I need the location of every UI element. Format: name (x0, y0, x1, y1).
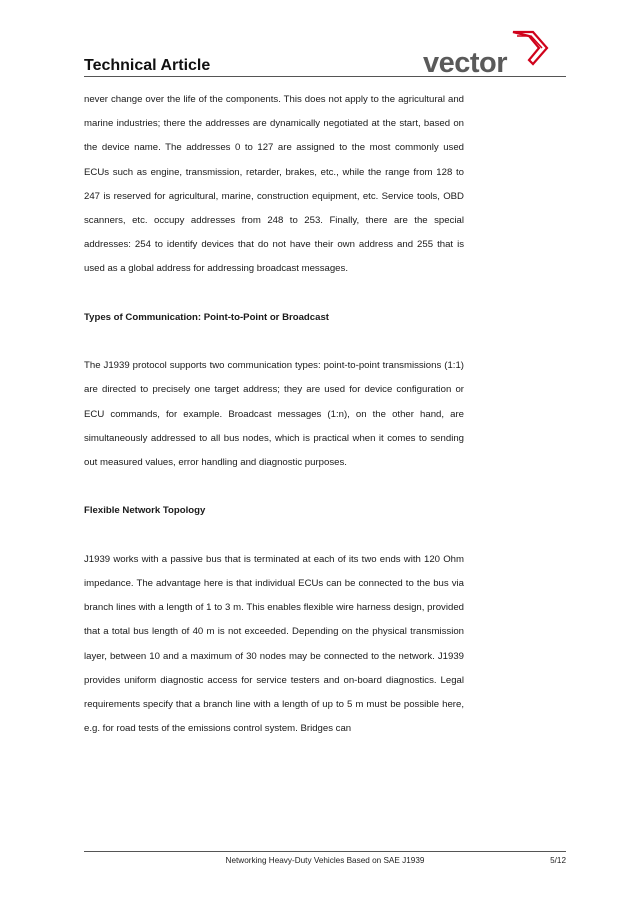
paragraph-network-topology: J1939 works with a passive bus that is terminated at each of its two ends with 120 Ohm impedance. The advantage here is that individual ECUs can be connected to the bus via branch lines with a length of 1 to 3 m. This enables flexible wire harness design, provided that a total bus length of 40 m is not exceeded. Depending on the physical transmission layer, between 10 and a maximum of 30 nodes may be connected to the network. J1939 provides uniform diagnostic access for service testers and on-board diagnostics. Legal requirements specify that a branch line with a length of up to 5 m must be possible here, e.g. for road tests of the emissions control system. Bridges can (84, 553, 464, 735)
vector-logo (421, 28, 566, 76)
footer-document-title: Networking Heavy-Duty Vehicles Based on SAE J1939 (225, 856, 425, 865)
paragraph-communication-types: The J1939 protocol supports two communication types: point-to-point transmissions (1:1) are directed to precisely one target address; they are used for device configuration or ECU commands, for example. Broadcast messages (1:n), on the other hand, are simultaneously addressed to all bus nodes, which is practical when it comes to sending out measured values, error handling and diagnostic purposes. (84, 360, 464, 469)
svg-text:vector: vector (423, 47, 508, 76)
footer-divider (84, 851, 566, 852)
header-divider (84, 76, 566, 77)
article-body (84, 88, 464, 741)
section-heading-network-topology: Flexible Network Topology (84, 505, 206, 517)
paragraph-addresses: never change over the life of the components. This does not apply to the agricultural and marine industries; there the addresses are dynamically negotiated at the start, based on the device name. The addresses 0 to 127 are assigned to the most commonly used ECUs such as engine, transmission, retarder, brakes, etc., while the range from 128 to 247 is reserved for agricultural, marine, construction equipment, etc. Service tools, OBD scanners, etc. occupy addresses from 248 to 253. Finally, there are the special addresses: 254 to identify devices that do not have their own address and 255 that is used as a global address for addressing broadcast messages. (84, 94, 464, 275)
document-type-title: Technical Article (84, 57, 211, 74)
page-header (84, 28, 566, 78)
page-number: 5/12 (550, 856, 566, 865)
section-heading-communication-types: Types of Communication: Point-to-Point or Broadcast (84, 311, 329, 323)
